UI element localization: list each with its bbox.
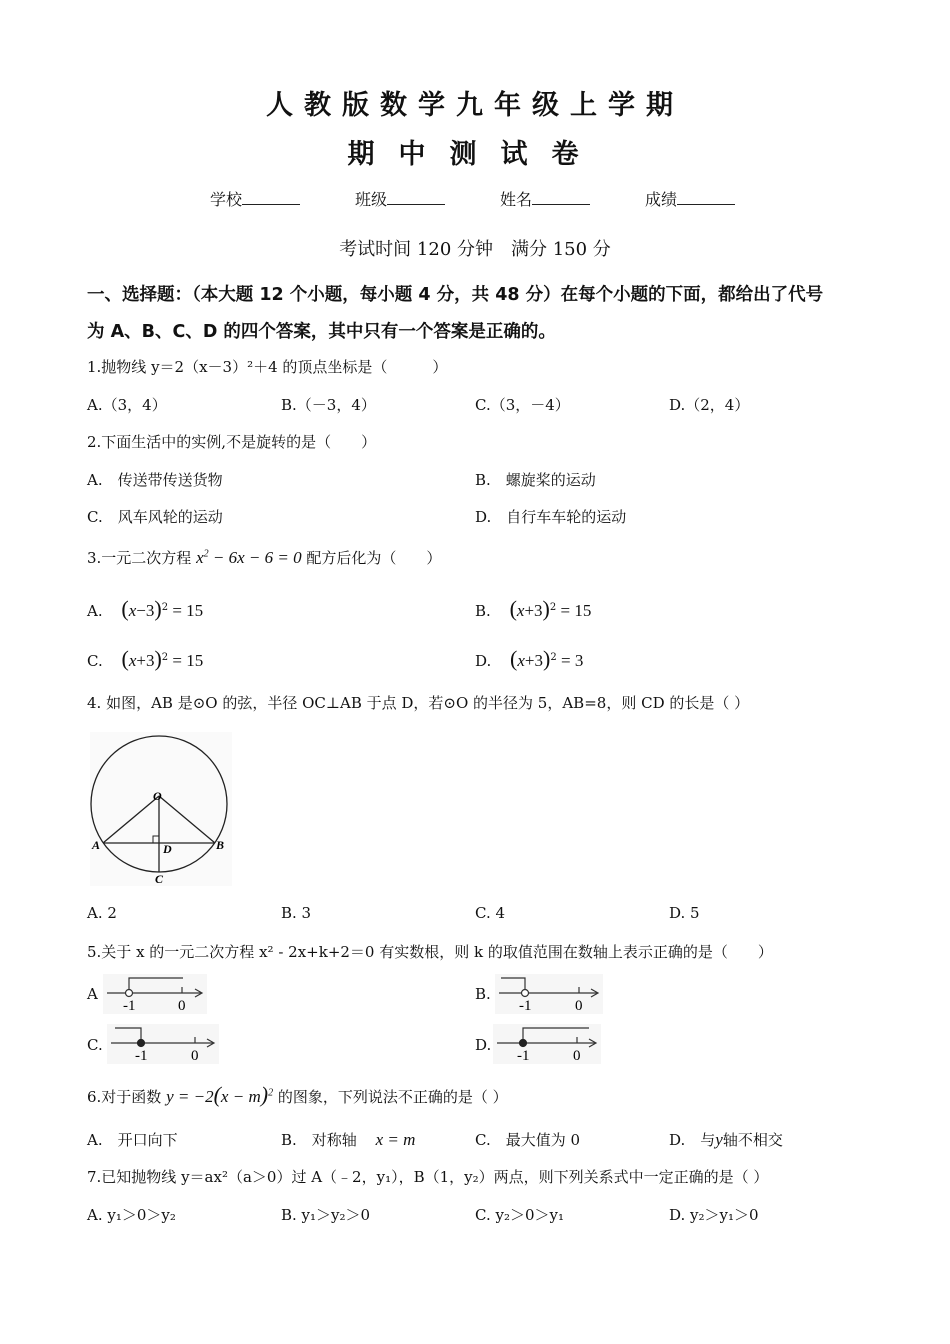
q6-option-a: A. 开口向下 <box>87 1131 178 1149</box>
q1-option-d: D.（2，4） <box>669 396 750 414</box>
q4-circle-figure <box>90 732 232 886</box>
class-field: 班级 <box>355 187 445 210</box>
q4-option-b: B. 3 <box>281 904 312 922</box>
q5-option-a-label: A <box>87 985 98 1003</box>
svg-text:-1: -1 <box>135 1048 148 1064</box>
q5-option-b-label: B. <box>475 985 491 1003</box>
school-field: 学校 <box>210 187 300 210</box>
exam-title: 人教版数学九年级上学期 <box>266 90 684 121</box>
q1-option-c: C.（3，－4） <box>475 396 570 414</box>
exam-info: 考试时间 120 分钟 满分 150 分 <box>339 239 611 260</box>
q7-option-b: B. y₁＞y₂＞0 <box>281 1206 371 1224</box>
q6-function: $y = -2(x - m)^2$ <box>166 1082 274 1107</box>
q1-option-a: A.（3，4） <box>87 396 167 414</box>
q7-stem: 7.已知抛物线 y＝ax²（a＞0）过 A（﹣2，y₁），B（1，y₂）两点，则下列关系式中一定正确的是（ ） <box>87 1168 769 1186</box>
svg-text:0: 0 <box>575 998 583 1014</box>
label-a: A <box>92 838 101 852</box>
svg-text:-1: -1 <box>123 998 136 1014</box>
label-d: D <box>163 842 172 856</box>
svg-text:-1: -1 <box>517 1048 530 1064</box>
label-c: C <box>155 872 164 886</box>
q4-option-d: D. 5 <box>669 904 700 922</box>
q3-option-d: D. $(x+3)^2 = 3$ <box>475 646 584 671</box>
q5-option-d-label: D. <box>475 1036 492 1054</box>
exam-subtitle: 期中测试卷 <box>347 139 603 170</box>
svg-text:0: 0 <box>573 1048 581 1064</box>
q3-option-a: A. $(x-3)^2 = 15$ <box>87 596 204 621</box>
section-heading-line2: 为 A、B、C、D 的四个答案，其中只有一个答案是正确的。 <box>87 322 556 342</box>
svg-text:0: 0 <box>191 1048 199 1064</box>
q5-option-c-label: C. <box>87 1036 103 1054</box>
q2-option-b: B. 螺旋桨的运动 <box>475 471 596 489</box>
q2-stem: 2.下面生活中的实例,不是旋转的是（ ） <box>87 433 377 451</box>
svg-text:0: 0 <box>178 998 186 1014</box>
q2-option-c: C. 风车风轮的运动 <box>87 508 223 526</box>
q1-stem: 1.抛物线 y＝2（x－3）²＋4 的顶点坐标是（ ） <box>87 358 448 376</box>
q4-stem: 4. 如图，AB 是⊙O 的弦，半径 OC⊥AB 于点 D，若⊙O 的半径为 5，AB=8，则 CD 的长是（ ） <box>87 694 750 712</box>
q3-option-c: C. $(x+3)^2 = 15$ <box>87 646 204 671</box>
label-o: O <box>153 789 162 803</box>
q2-option-a: A. 传送带传送货物 <box>87 471 223 489</box>
q3-option-b: B. $(x+3)^2 = 15$ <box>475 596 592 621</box>
q6-stem: 6.对于函数 $y = -2(x - m)^2$ 的图象，下列说法不正确的是（ ） <box>87 1082 508 1107</box>
q4-option-c: C. 4 <box>475 904 506 922</box>
section-heading-line1: 一、选择题：（本大题 12 个小题，每小题 4 分，共 48 分）在每个小题的下面，都给出了代号 <box>87 285 824 305</box>
q3-equation: $x^2 - 6x - 6 = 0$ <box>196 548 302 567</box>
q5-number-line-b <box>495 974 603 1014</box>
q7-option-d: D. y₂＞y₁＞0 <box>669 1206 759 1224</box>
name-field: 姓名 <box>500 187 590 210</box>
label-b: B <box>216 838 225 852</box>
q6-option-b: B. 对称轴 x = m <box>281 1130 416 1149</box>
q4-option-a: A. 2 <box>87 904 117 922</box>
q7-option-a: A. y₁＞0＞y₂ <box>87 1206 176 1224</box>
q5-number-line-c <box>107 1024 219 1064</box>
q7-option-c: C. y₂＞0＞y₁ <box>475 1206 564 1224</box>
q6-option-d: D. 与y轴不相交 <box>669 1130 783 1149</box>
q3-stem: 3.一元二次方程 $x^2 - 6x - 6 = 0$ 配方后化为（ ） <box>87 548 442 567</box>
q1-option-b: B.（－3，4） <box>281 396 376 414</box>
svg-text:-1: -1 <box>519 998 532 1014</box>
q5-number-line-d <box>493 1024 601 1064</box>
q6-option-c: C. 最大值为 0 <box>475 1131 581 1149</box>
q5-stem: 5.关于 x 的一元二次方程 x² - 2x+k+2＝0 有实数根，则 k 的取值范围在数轴上表示正确的是（ ） <box>87 943 773 961</box>
score-field: 成绩 <box>645 187 735 210</box>
q2-option-d: D. 自行车车轮的运动 <box>475 508 627 526</box>
q5-number-line-a <box>103 974 207 1014</box>
